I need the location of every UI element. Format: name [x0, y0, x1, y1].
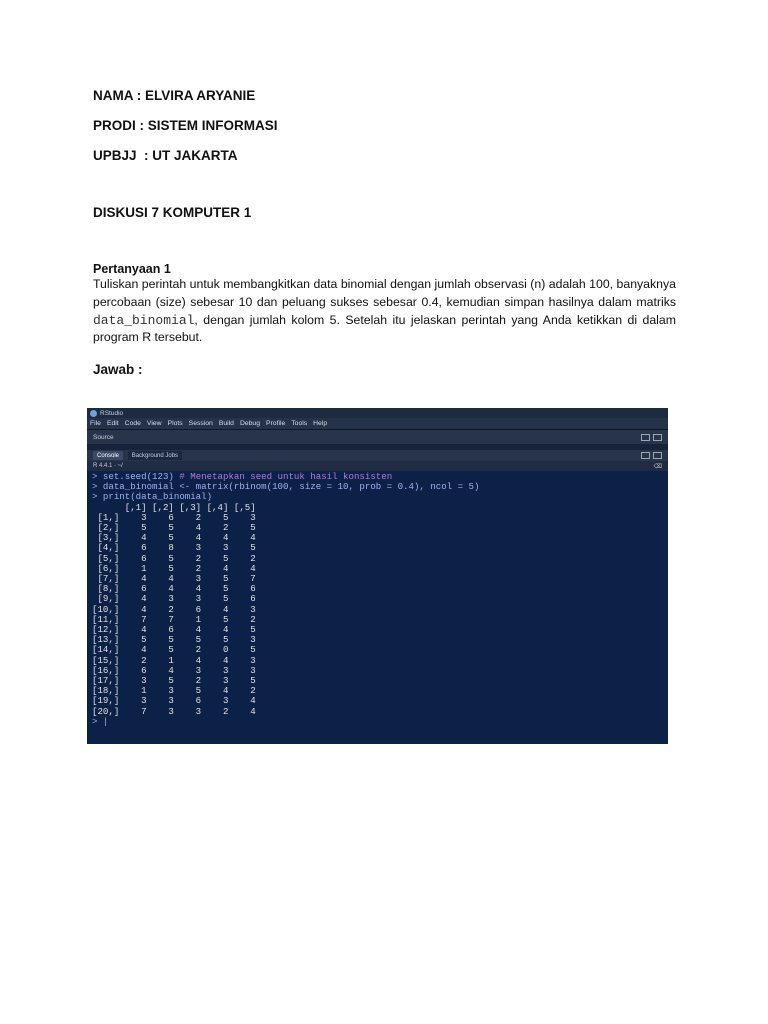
matrix-row: [20,] 7 3 3 2 4 — [92, 705, 256, 717]
matrix-row: [12,] 4 6 4 4 5 — [92, 624, 256, 636]
menu-tools[interactable]: Tools — [291, 420, 308, 427]
rstudio-titlebar — [87, 408, 668, 418]
maximize-console-icon[interactable] — [653, 452, 662, 459]
question-text-after: , dengan jumlah kolom 5. Setelah itu jelaskan perintah yang Anda ketikkan di dalam program R tersebut. — [93, 312, 676, 345]
matrix-row: [3,] 4 5 4 4 4 — [92, 532, 256, 544]
question-text-before: Tuliskan perintah untuk membangkitkan data binomial dengan jumlah observasi (n) adalah 100, banyaknya percobaan (size) sebesar 10 dan peluang sukses sebesar 0.4, kemudian simpan hasilnya dalam matriks — [93, 277, 676, 309]
matrix-row: [19,] 3 3 6 3 4 — [92, 695, 256, 707]
console-path-bar — [87, 461, 668, 471]
tab-background-jobs[interactable]: Background Jobs — [128, 451, 182, 460]
study-program: PRODI : SISTEM INFORMASI — [93, 118, 278, 133]
matrix-row: [6,] 1 5 2 4 4 — [92, 562, 256, 574]
matrix-row: [18,] 1 3 5 4 2 — [92, 685, 256, 697]
matrix-row: [7,] 4 4 3 5 7 — [92, 573, 256, 585]
student-name: NAMA : ELVIRA ARYANIE — [93, 88, 256, 103]
rstudio-screenshot — [87, 408, 668, 744]
tab-console[interactable]: Console — [93, 451, 123, 460]
command-1-code: > set.seed(123) — [92, 471, 180, 482]
menu-plots[interactable]: Plots — [167, 420, 183, 427]
matrix-column-header: [,1] [,2] [,3] [,4] [,5] — [92, 501, 256, 513]
menu-help[interactable]: Help — [313, 420, 328, 427]
console-pane-controls — [641, 452, 662, 459]
matrix-row: [9,] 4 3 3 5 6 — [92, 593, 256, 605]
console-command-2: > data_binomial <- matrix(rbinom(100, size = 10, prob = 0.4), ncol = 5) — [92, 481, 480, 493]
menu-debug[interactable]: Debug — [239, 420, 260, 427]
console-command-3: > print(data_binomial) — [92, 491, 213, 503]
menu-build[interactable]: Build — [218, 420, 234, 427]
pane-controls — [641, 434, 662, 441]
question-title: Pertanyaan 1 — [93, 262, 171, 276]
menu-file[interactable]: File — [90, 420, 101, 427]
source-pane-header[interactable] — [87, 429, 668, 450]
matrix-row: [2,] 5 5 4 2 5 — [92, 522, 256, 534]
question-text — [93, 276, 676, 347]
minimize-pane-icon[interactable] — [641, 434, 650, 441]
rstudio-logo-icon — [90, 410, 97, 417]
matrix-row: [1,] 3 6 2 5 3 — [92, 511, 256, 523]
matrix-row: [17,] 3 5 2 3 5 — [92, 675, 256, 687]
minimize-console-icon[interactable] — [641, 452, 650, 459]
menu-code[interactable]: Code — [124, 420, 141, 427]
matrix-row: [10,] 4 2 6 4 3 — [92, 603, 256, 615]
matrix-row: [13,] 5 5 5 5 3 — [92, 634, 256, 646]
maximize-pane-icon[interactable] — [653, 434, 662, 441]
matrix-row: [11,] 7 7 1 5 2 — [92, 613, 256, 625]
upbjj: UPBJJ : UT JAKARTA — [93, 148, 238, 163]
matrix-row: [16,] 6 4 3 3 3 — [92, 664, 256, 676]
matrix-row: [4,] 6 8 3 3 5 — [92, 542, 256, 554]
matrix-row: [14,] 4 5 2 0 5 — [92, 644, 256, 656]
matrix-row: [5,] 6 5 2 5 2 — [92, 552, 256, 564]
matrix-row: [15,] 2 1 4 4 3 — [92, 654, 256, 666]
menu-bar — [87, 418, 668, 429]
r-version-path: R 4.4.1 · ~/ — [93, 463, 123, 469]
question-code: data_binomial — [93, 312, 195, 328]
menu-session[interactable]: Session — [188, 420, 213, 427]
window-title: RStudio — [100, 409, 124, 417]
command-1-comment: # Menetapkan seed untuk hasil konsisten — [179, 471, 393, 482]
menu-profile[interactable]: Profile — [266, 420, 286, 427]
source-label: Source — [93, 433, 114, 441]
matrix-row: [8,] 6 4 4 5 6 — [92, 583, 256, 595]
answer-label: Jawab : — [93, 362, 143, 377]
console-tabs — [87, 450, 668, 461]
menu-edit[interactable]: Edit — [106, 420, 119, 427]
menu-view[interactable]: View — [146, 420, 162, 427]
discussion-title: DISKUSI 7 KOMPUTER 1 — [93, 205, 252, 220]
clear-console-icon[interactable]: ⌫ — [653, 463, 662, 470]
console-output[interactable] — [87, 471, 668, 727]
console-prompt[interactable]: > | — [92, 715, 109, 727]
